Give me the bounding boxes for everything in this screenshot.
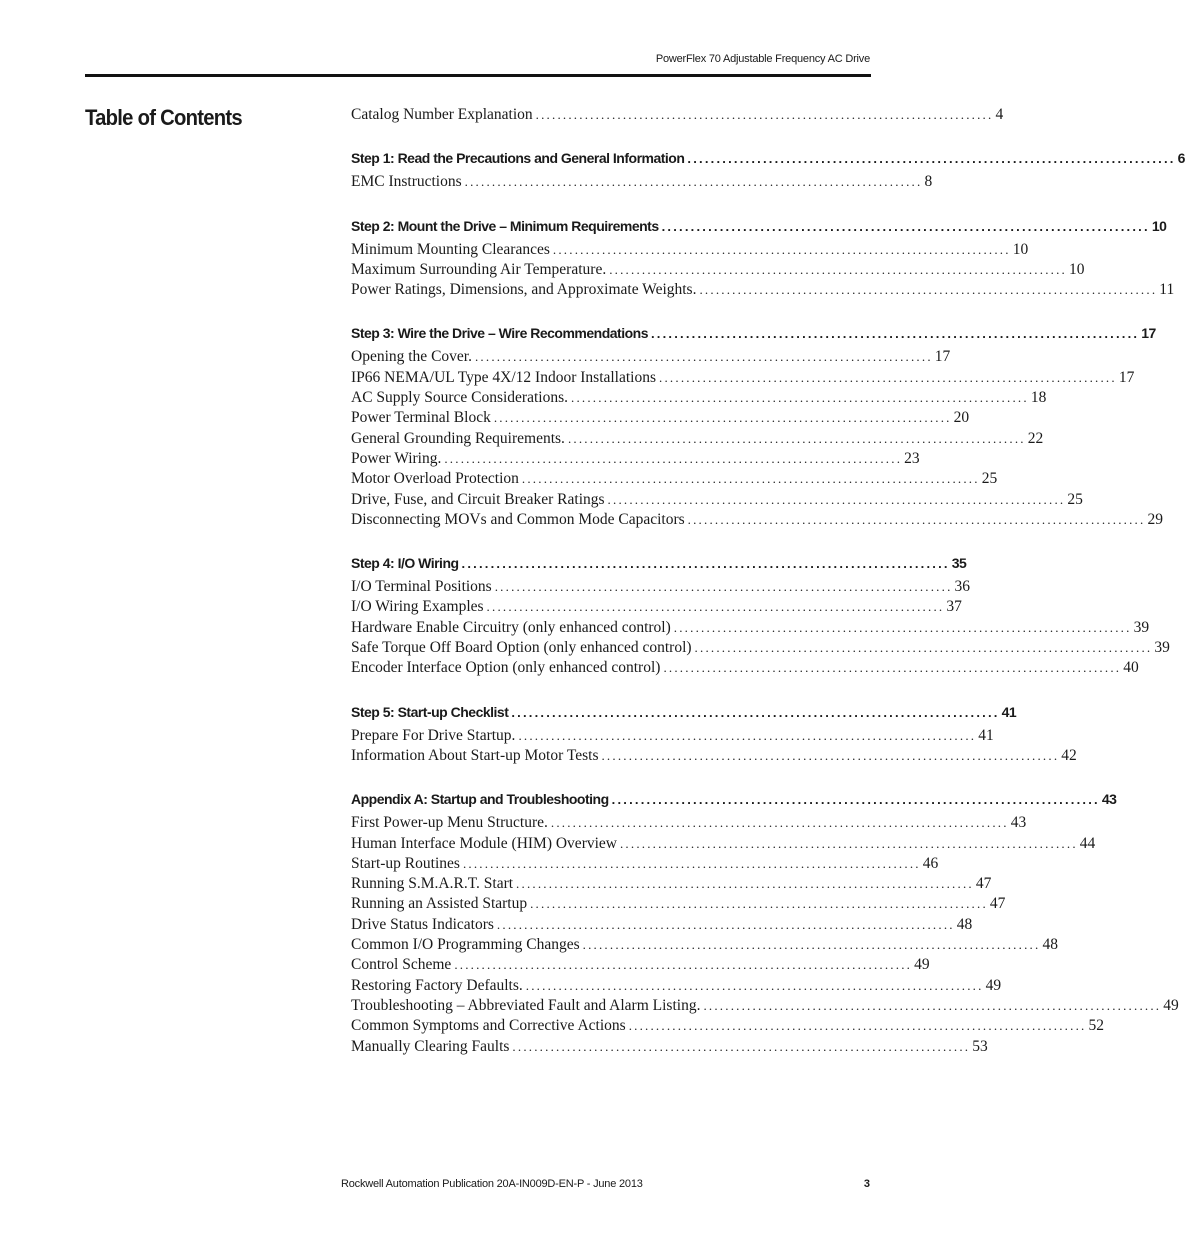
toc-entry-title: I/O Terminal Positions xyxy=(351,578,492,596)
toc-dot-leader: .................................................................................... xyxy=(582,937,1041,953)
toc-section xyxy=(351,106,1004,126)
toc-entry-title: First Power-up Menu Structure. xyxy=(351,814,548,832)
toc-entry-title: Human Interface Module (HIM) Overview xyxy=(351,834,617,852)
toc-entry-page: 48 xyxy=(956,915,973,933)
toc-entry[interactable] xyxy=(351,996,1179,1017)
toc-entry[interactable] xyxy=(351,106,1004,126)
toc-entry-page: 49 xyxy=(1163,996,1179,1014)
toc-heading-entry[interactable] xyxy=(351,703,1017,726)
toc-dot-leader: .................................................................................... xyxy=(611,792,1100,808)
toc-dot-leader: .................................................................................... xyxy=(607,491,1066,507)
toc-dot-leader: .................................................................................... xyxy=(530,896,988,912)
toc-dot-leader: .................................................................................... xyxy=(486,599,945,615)
toc-heading-entry[interactable] xyxy=(351,217,1167,240)
toc-entry[interactable] xyxy=(351,490,1083,511)
toc-entry-title: AC Supply Source Considerations. xyxy=(351,389,568,407)
toc-entry-page: 17 xyxy=(934,348,951,366)
toc-entry-title: Common I/O Programming Changes xyxy=(351,936,580,954)
toc-entry[interactable] xyxy=(351,915,973,936)
toc-entry-title: Step 4: I/O Wiring xyxy=(351,555,459,572)
toc-section xyxy=(351,555,1170,679)
toc-entry-page: 48 xyxy=(1042,936,1058,954)
toc-entry-title: Minimum Mounting Clearances xyxy=(351,240,550,258)
toc-dot-leader: .................................................................................... xyxy=(619,835,1078,851)
toc-entry-title: Manually Clearing Faults xyxy=(351,1037,510,1055)
toc-entry-page: 23 xyxy=(904,449,920,467)
toc-entry[interactable] xyxy=(351,814,1027,834)
toc-dot-leader: .................................................................................... xyxy=(661,218,1150,234)
toc-entry[interactable] xyxy=(351,449,920,470)
toc-entry-title: General Grounding Requirements. xyxy=(351,429,565,447)
toc-entry-page: 52 xyxy=(1088,1017,1104,1035)
toc-entry-title: I/O Wiring Examples xyxy=(351,598,484,616)
toc-section xyxy=(351,150,1185,193)
toc-entry[interactable] xyxy=(351,578,971,598)
toc-entry-title: Maximum Surrounding Air Temperature. xyxy=(351,260,607,278)
toc-entry-title: Power Wiring. xyxy=(351,449,442,467)
toc-dot-leader: .................................................................................... xyxy=(567,430,1026,446)
toc-entry[interactable] xyxy=(351,240,1029,261)
toc-entry[interactable] xyxy=(351,659,1139,679)
toc-dot-leader: .................................................................................... xyxy=(518,727,977,743)
toc-dot-leader: .................................................................................... xyxy=(521,471,980,487)
toc-dot-leader: .................................................................................... xyxy=(550,815,1009,831)
toc-entry-title: Catalog Number Explanation xyxy=(351,106,533,123)
toc-entry-title: Information About Start-up Motor Tests xyxy=(351,746,599,764)
toc-heading-entry[interactable] xyxy=(351,325,1156,347)
toc-dot-leader: .................................................................................... xyxy=(516,876,974,892)
toc-entry-title: Hardware Enable Circuitry (only enhanced control) xyxy=(351,618,671,636)
toc-entry-page: 17 xyxy=(1118,368,1135,386)
toc-dot-leader: .................................................................................... xyxy=(694,640,1153,656)
toc-entry-title: Disconnecting MOVs and Common Mode Capacitors xyxy=(351,510,685,528)
toc-dot-leader: .................................................................................... xyxy=(512,1038,971,1054)
page-title: Table of Contents xyxy=(85,105,242,130)
toc-entry-page: 46 xyxy=(922,854,939,872)
toc-entry-page: 6 xyxy=(1177,150,1185,167)
toc-entry-page: 4 xyxy=(995,106,1004,123)
toc-entry-page: 53 xyxy=(972,1037,988,1055)
toc-entry-page: 43 xyxy=(1101,791,1117,808)
toc-dot-leader: .................................................................................... xyxy=(699,282,1158,298)
toc-entry-title: Start-up Routines xyxy=(351,854,460,872)
toc-entry-page: 41 xyxy=(978,726,994,744)
toc-entry-page: 22 xyxy=(1027,429,1044,447)
toc-dot-leader: .................................................................................... xyxy=(651,326,1140,342)
toc-entry-title: EMC Instructions xyxy=(351,173,462,191)
toc-dot-leader: .................................................................................... xyxy=(525,977,984,993)
toc-dot-leader: .................................................................................... xyxy=(659,369,1117,385)
toc-dot-leader: .................................................................................... xyxy=(703,997,1162,1013)
toc-dot-leader: .................................................................................... xyxy=(462,855,921,871)
toc-entry[interactable] xyxy=(351,956,930,976)
toc-entry-title: Common Symptoms and Corrective Actions xyxy=(351,1017,626,1035)
toc-dot-leader: .................................................................................... xyxy=(687,511,1146,527)
toc-entry[interactable] xyxy=(351,1037,988,1058)
toc-dot-leader: .................................................................................... xyxy=(511,704,1000,720)
toc-dot-leader: .................................................................................... xyxy=(454,957,913,973)
toc-dot-leader: .................................................................................... xyxy=(687,151,1176,167)
toc-entry-page: 41 xyxy=(1001,703,1017,720)
toc-entry[interactable] xyxy=(351,895,1006,915)
toc-heading-entry[interactable] xyxy=(351,555,967,577)
toc-dot-leader: .................................................................................... xyxy=(571,390,1029,406)
toc-entry-page: 25 xyxy=(981,470,998,488)
toc-entry-page: 42 xyxy=(1061,746,1077,764)
toc-entry-title: Power Terminal Block xyxy=(351,409,491,427)
toc-entry-page: 10 xyxy=(1069,260,1085,278)
toc-entry-page: 44 xyxy=(1079,834,1096,852)
toc-entry[interactable] xyxy=(351,510,1163,531)
toc-entry[interactable] xyxy=(351,1017,1104,1037)
toc-entry-title: Step 5: Start-up Checklist xyxy=(351,703,509,720)
toc-entry[interactable] xyxy=(351,598,962,618)
toc-section xyxy=(351,791,1179,1058)
toc-heading-entry[interactable] xyxy=(351,791,1117,813)
toc-entry[interactable] xyxy=(351,348,951,368)
toc-entry-page: 47 xyxy=(975,875,992,893)
toc-entry-title: Running an Assisted Startup xyxy=(351,895,528,913)
toc-entry-page: 17 xyxy=(1141,325,1156,342)
toc-entry-page: 47 xyxy=(989,895,1006,913)
toc-entry[interactable] xyxy=(351,429,1044,450)
toc-entry-title: Drive Status Indicators xyxy=(351,915,494,933)
toc-entry-page: 37 xyxy=(946,598,962,616)
toc-dot-leader: .................................................................................... xyxy=(535,107,994,122)
toc-entry-title: Safe Torque Off Board Option (only enhanced control) xyxy=(351,639,692,657)
toc-entry-title: Control Scheme xyxy=(351,956,452,974)
toc-entry-title: Restoring Factory Defaults. xyxy=(351,976,523,994)
toc-dot-leader: .................................................................................... xyxy=(496,916,955,932)
toc-entry[interactable] xyxy=(351,173,933,193)
toc-entry-page: 35 xyxy=(951,555,967,572)
toc-entry[interactable] xyxy=(351,618,1150,639)
toc-entry-title: Running S.M.A.R.T. Start xyxy=(351,875,514,893)
toc-entry-page: 49 xyxy=(914,956,930,974)
toc-entry-title: Opening the Cover. xyxy=(351,348,472,366)
toc-entry-title: Prepare For Drive Startup. xyxy=(351,726,516,744)
toc-entry[interactable] xyxy=(351,976,1002,997)
toc-section xyxy=(351,217,1175,302)
toc-dot-leader: .................................................................................... xyxy=(494,579,953,595)
toc-dot-leader: .................................................................................... xyxy=(493,410,952,426)
toc-dot-leader: .................................................................................... xyxy=(474,349,933,365)
toc-entry-page: 39 xyxy=(1133,618,1150,636)
table-of-contents xyxy=(351,106,1185,1082)
toc-entry-page: 43 xyxy=(1010,814,1027,832)
toc-dot-leader: .................................................................................... xyxy=(628,1018,1087,1034)
toc-entry[interactable] xyxy=(351,746,1077,767)
toc-entry-page: 40 xyxy=(1123,659,1139,677)
toc-section xyxy=(351,325,1163,531)
running-header: PowerFlex 70 Adjustable Frequency AC Drive xyxy=(655,53,870,65)
toc-entry-page: 20 xyxy=(953,409,970,427)
toc-entry-title: Appendix A: Startup and Troubleshooting xyxy=(351,791,609,808)
toc-entry-page: 11 xyxy=(1159,281,1175,299)
page-number: 3 xyxy=(863,1178,870,1190)
toc-heading-entry[interactable] xyxy=(351,150,1185,172)
toc-entry-title: Motor Overload Protection xyxy=(351,470,519,488)
header-rule xyxy=(85,74,871,77)
toc-entry[interactable] xyxy=(351,389,1047,409)
toc-section xyxy=(351,703,1077,768)
toc-entry-page: 18 xyxy=(1030,389,1047,407)
toc-entry-page: 49 xyxy=(985,976,1002,994)
toc-dot-leader: .................................................................................... xyxy=(464,174,923,190)
toc-entry[interactable] xyxy=(351,834,1096,855)
toc-entry[interactable] xyxy=(351,726,994,747)
toc-entry[interactable] xyxy=(351,936,1058,956)
toc-entry[interactable] xyxy=(351,281,1175,301)
toc-entry[interactable] xyxy=(351,875,992,895)
toc-dot-leader: .................................................................................... xyxy=(444,450,903,466)
toc-entry-page: 10 xyxy=(1151,217,1167,234)
toc-entry-page: 8 xyxy=(924,173,933,191)
toc-entry-title: Encoder Interface Option (only enhanced control) xyxy=(351,659,661,677)
toc-entry[interactable] xyxy=(351,368,1135,389)
toc-dot-leader: .................................................................................... xyxy=(663,660,1122,676)
toc-dot-leader: .................................................................................... xyxy=(461,556,950,572)
toc-entry-page: 36 xyxy=(954,578,971,596)
toc-dot-leader: .................................................................................... xyxy=(601,747,1060,763)
toc-entry-title: Power Ratings, Dimensions, and Approximate Weights. xyxy=(351,281,697,299)
toc-entry-page: 29 xyxy=(1147,510,1163,528)
toc-entry-page: 39 xyxy=(1154,639,1170,657)
toc-entry-title: Step 1: Read the Precautions and General Information xyxy=(351,150,685,167)
toc-entry-title: Step 2: Mount the Drive – Minimum Requirements xyxy=(351,217,659,234)
toc-entry-title: IP66 NEMA/UL Type 4X/12 Indoor Installations xyxy=(351,368,657,386)
toc-dot-leader: .................................................................................... xyxy=(673,619,1132,635)
toc-entry[interactable] xyxy=(351,409,970,429)
toc-entry[interactable] xyxy=(351,854,939,875)
toc-entry-title: Drive, Fuse, and Circuit Breaker Ratings xyxy=(351,490,605,508)
toc-entry-title: Step 3: Wire the Drive – Wire Recommendations xyxy=(351,325,648,342)
toc-entry-title: Troubleshooting – Abbreviated Fault and Alarm Listing. xyxy=(351,996,701,1014)
toc-entry-page: 25 xyxy=(1067,490,1083,508)
toc-entry[interactable] xyxy=(351,639,1170,659)
toc-dot-leader: .................................................................................... xyxy=(552,241,1011,257)
footer-publication: Rockwell Automation Publication 20A-IN009D-EN-P - June 2013 xyxy=(341,1178,643,1190)
toc-entry-page: 10 xyxy=(1012,240,1029,258)
toc-entry[interactable] xyxy=(351,470,998,490)
toc-entry[interactable] xyxy=(351,260,1085,281)
toc-dot-leader: .................................................................................... xyxy=(609,261,1068,277)
